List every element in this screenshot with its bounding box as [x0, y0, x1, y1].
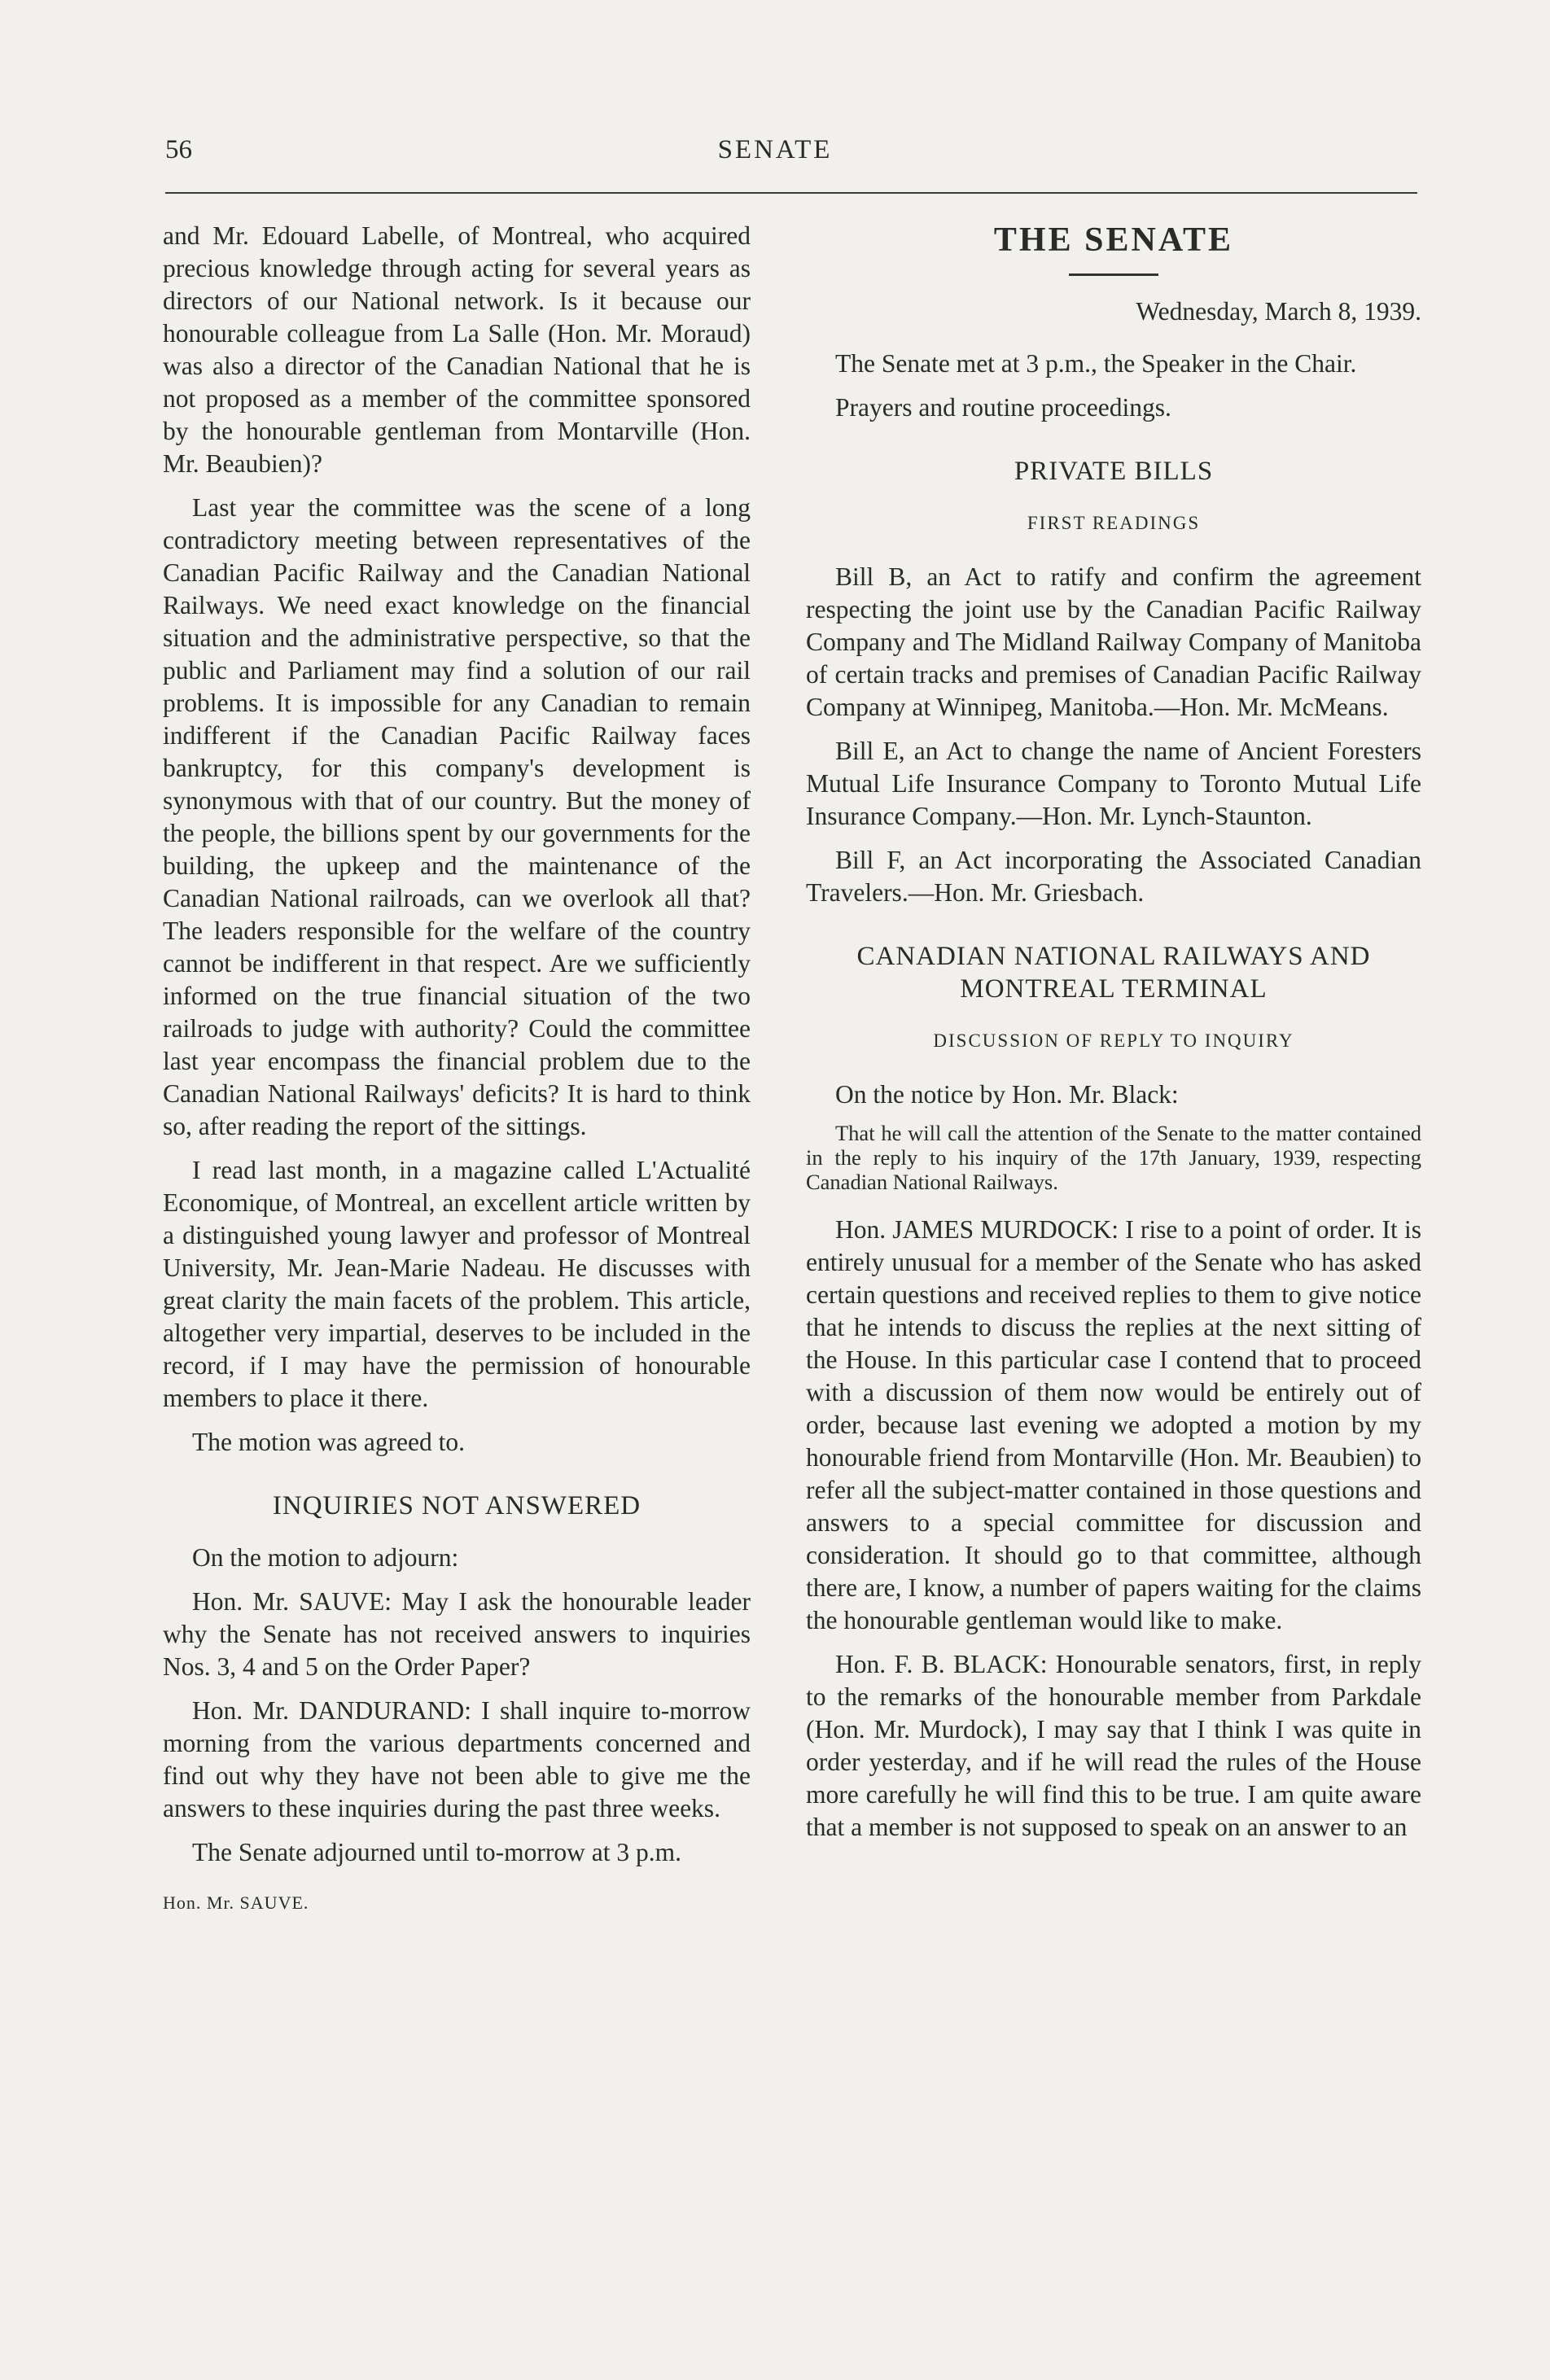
paragraph: Prayers and routine proceedings.: [835, 393, 1171, 422]
section-heading: PRIVATE BILLS: [1014, 457, 1214, 486]
paragraph: On the motion to adjourn:: [192, 1543, 459, 1572]
paragraph: Last year the committee was the scene of a long contradictory meeting between representatives of the Canadian Pacific Railway and the Canadian National Railways. We need exact knowledge on the financial situation and the administrative perspective, so that the public and Parliament may find a solution of our rail problems. It is impossible for any Canadian to remain indifferent if the Canadian Pacific Railway faces bankruptcy, for this company's development is synonymous with that of our country. But the money of the people, the billions spent by our governments for the building, the upkeep and the maintenance of the Canadian National railroads, can we overlook all that? The leaders responsible for the welfare of the country cannot be indifferent in that respect. Are we sufficiently informed on the true financial situation of the two railroads to judge with authority? Could the committee last year encompass the financial problem due to the Canadian National Railways' deficits? It is hard to think so, after reading the report of the sittings.: [163, 493, 751, 1140]
title-divider: [1069, 273, 1158, 276]
paragraph: On the notice by Hon. Mr. Black:: [835, 1080, 1179, 1109]
speaker-footer: Hon. Mr. SAUVE.: [163, 1892, 309, 1913]
sitting-date: Wednesday, March 8, 1939.: [1136, 297, 1421, 326]
paragraph: Hon. F. B. BLACK: Honourable senators, first, in reply to the remarks of the honourable member from Parkdale (Hon. Mr. Murdock), I may say that I think I was quite in order yesterday, and if he will read the rules of the House more carefully he will find this to be true. I am quite aware that a member is not supposed to speak on an answer to an: [806, 1650, 1421, 1841]
paragraph: Hon. JAMES MURDOCK: I rise to a point of order. It is entirely unusual for a member of the Senate who has asked certain questions and received replies to them to give notice that he intends to discuss the replies at the next sitting of the House. In this particular case I contend that to proceed with a discussion of them now would be entirely out of order, because last evening we adopted a motion by my honourable friend from Montarville (Hon. Mr. Beaubien) to refer all the subject-matter contained in those questions and answers to a special committee for discussion and consideration. It should go to that committee, although there are, I know, a number of papers waiting for the claims the honourable gentleman would like to make.: [806, 1215, 1421, 1634]
running-title: SENATE: [717, 135, 833, 164]
paragraph: and Mr. Edouard Labelle, of Montreal, who acquired precious knowledge through acting for several years as directors of our National network. Is it because our honourable colleague from La Salle (Hon. Mr. Moraud) was also a director of the Canadian National that he is not proposed as a member of the committee sponsored by the honourable gentleman from Montarville (Hon. Mr. Beaubien)?: [163, 221, 751, 478]
paragraph: Hon. Mr. DANDURAND: I shall inquire to-morrow morning from the various departments concerned and find out why they have not been able to give me the answers to these inquiries during the past three weeks.: [163, 1696, 751, 1822]
section-title: THE SENATE: [993, 221, 1234, 259]
section-subheading: DISCUSSION OF REPLY TO INQUIRY: [933, 1030, 1294, 1051]
paragraph: Hon. Mr. SAUVE: May I ask the honourable leader why the Senate has not received answers to inquiries Nos. 3, 4 and 5 on the Order Paper?: [163, 1587, 751, 1681]
paragraph: I read last month, in a magazine called L'Actualité Economique, of Montreal, an excellent article written by a distinguished young lawyer and professor of Montreal University, Mr. Jean-Marie Nadeau. He discusses with great clarity the main facets of the problem. This article, altogether very impartial, deserves to be included in the record, if I may have the permission of honourable members to place it there.: [163, 1156, 751, 1412]
section-subheading: FIRST READINGS: [1027, 513, 1201, 533]
header-rule: [165, 192, 1417, 194]
paragraph: The Senate met at 3 p.m., the Speaker in the Chair.: [835, 349, 1357, 378]
section-heading: CANADIAN NATIONAL RAILWAYS AND MONTREAL TERMINAL: [856, 942, 1371, 1004]
paragraph: Bill E, an Act to change the name of Ancient Foresters Mutual Life Insurance Company to Toronto Mutual Life Insurance Company.—Hon. Mr. Lynch-Staunton.: [806, 737, 1421, 830]
paragraph: The motion was agreed to.: [192, 1428, 466, 1456]
right-column: [806, 220, 1421, 1844]
paragraph: Bill B, an Act to ratify and confirm the agreement respecting the joint use by the Canadian Pacific Railway Company and The Midland Railway Company of Manitoba of certain tracks and premises of Canadian Pacific Railway Company at Winnipeg, Manitoba.—Hon. Mr. McMeans.: [806, 562, 1421, 721]
notice-text: That he will call the attention of the Senate to the matter contained in the reply to his inquiry of the 17th January, 1939, respecting Canadian National Railways.: [806, 1121, 1421, 1194]
page-number: 56: [165, 135, 192, 164]
paragraph: Bill F, an Act incorporating the Associated Canadian Travelers.—Hon. Mr. Griesbach.: [806, 846, 1421, 907]
left-column: [163, 220, 751, 1919]
paragraph: The Senate adjourned until to-morrow at 3 p.m.: [192, 1838, 681, 1866]
section-heading: INQUIRIES NOT ANSWERED: [272, 1491, 641, 1520]
